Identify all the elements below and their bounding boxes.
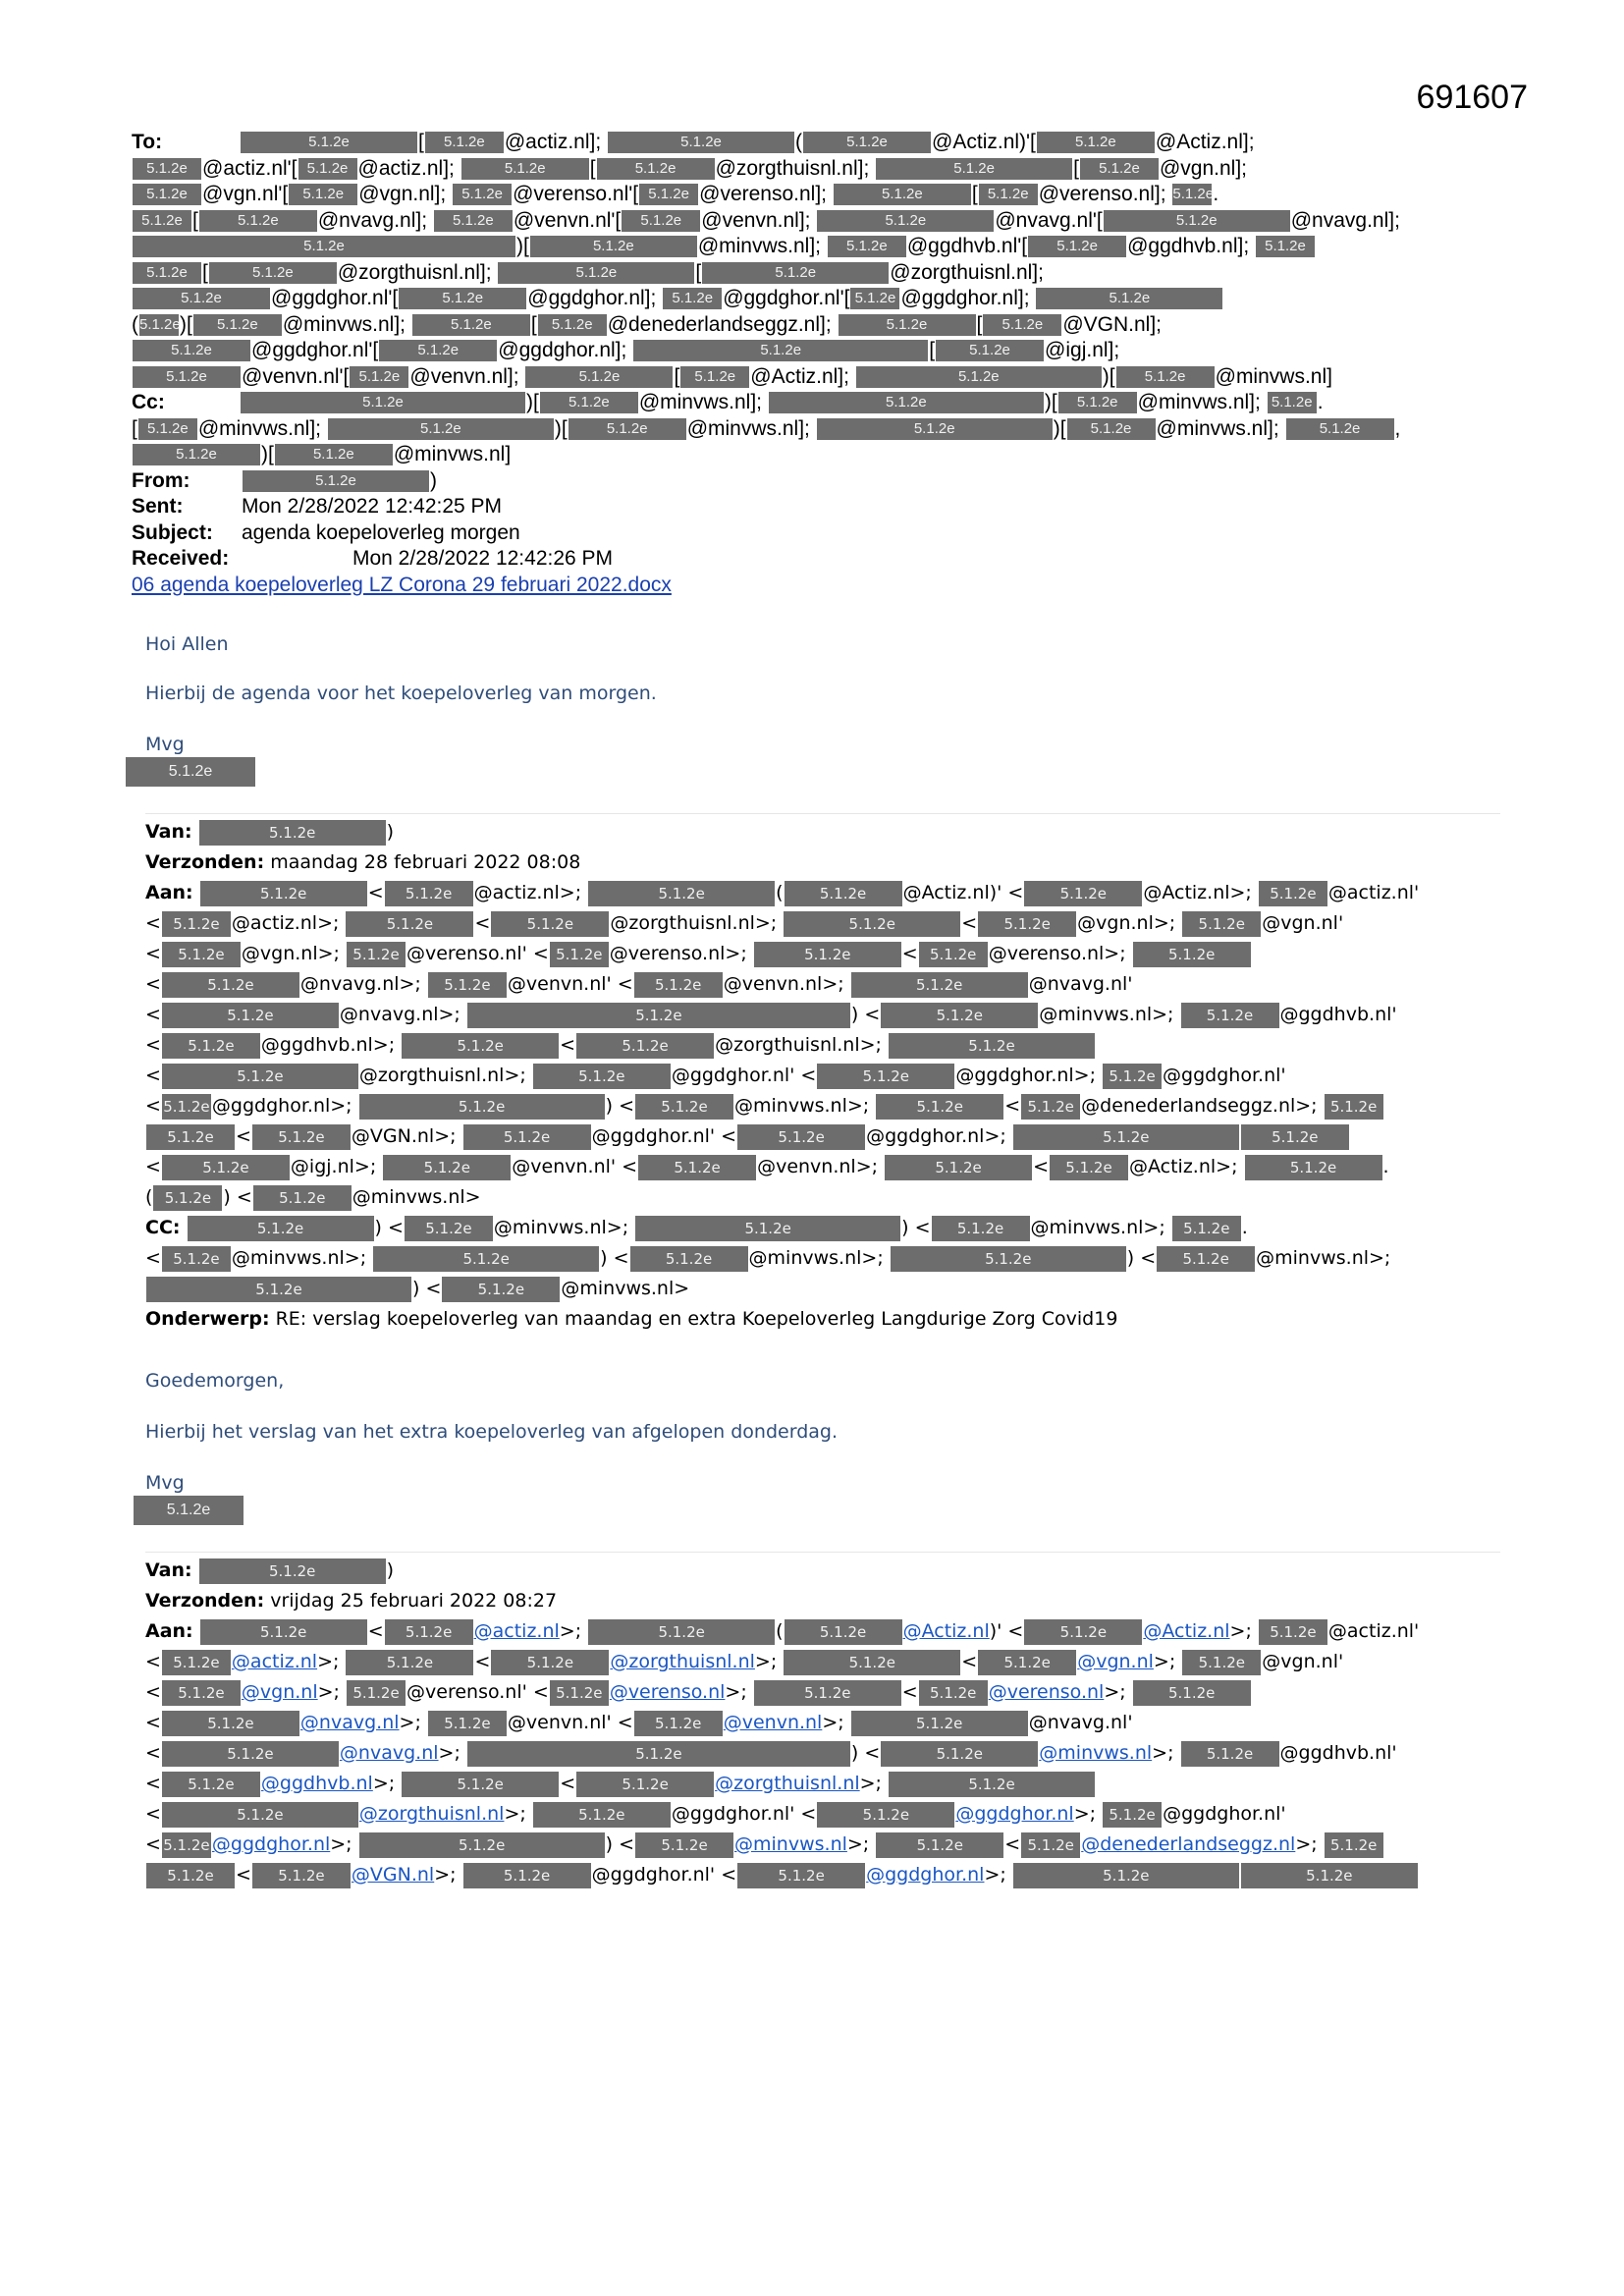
to-label: To: bbox=[132, 131, 163, 153]
redaction: 5.1.2e bbox=[153, 1185, 222, 1211]
subject-value: agenda koepeloverleg morgen bbox=[242, 520, 520, 544]
redaction: 5.1.2e bbox=[1241, 1863, 1418, 1888]
sent-value: Mon 2/28/2022 12:42:25 PM bbox=[242, 495, 503, 518]
message2-text: Hierbij het verslag van het extra koepeloverleg van afgelopen donderdag. bbox=[145, 1421, 838, 1443]
redaction: 5.1.2e bbox=[784, 911, 960, 937]
header-line: Van: 5.1.2e ) bbox=[145, 817, 1520, 847]
redaction: 5.1.2e bbox=[428, 972, 507, 998]
email-link[interactable]: @denederlandseggz.nl bbox=[1081, 1833, 1296, 1855]
redaction: 5.1.2e bbox=[979, 184, 1038, 205]
redaction: 5.1.2e bbox=[576, 1772, 714, 1797]
redaction: 5.1.2e bbox=[881, 1003, 1038, 1028]
redaction: 5.1.2e bbox=[133, 236, 515, 257]
header-line: < 5.1.2e @nvavg.nl>; 5.1.2e ) < 5.1.2e @minvws.nl>; 5.1.2e @ggdhvb.nl' bbox=[145, 1738, 1520, 1769]
redaction: 5.1.2e bbox=[680, 366, 749, 388]
header-line: < 5.1.2e @actiz.nl>; 5.1.2e < 5.1.2e @zorgthuisnl.nl>; 5.1.2e < 5.1.2e @vgn.nl>; 5.1.2e @vgn.nl' bbox=[145, 1647, 1520, 1677]
email-link[interactable]: @Actiz.nl bbox=[1143, 1620, 1230, 1642]
redaction: 5.1.2e bbox=[889, 1033, 1095, 1059]
header-line: Aan: 5.1.2e < 5.1.2e @actiz.nl>; 5.1.2e ( 5.1.2e @Actiz.nl)' < 5.1.2e @Actiz.nl>; 5.1.2e @actiz.nl' bbox=[145, 1616, 1520, 1647]
redaction: 5.1.2e bbox=[634, 972, 723, 998]
received-value: Mon 2/28/2022 12:42:26 PM bbox=[352, 547, 614, 570]
redaction: 5.1.2e bbox=[350, 366, 408, 388]
header-line bbox=[145, 847, 1520, 878]
redaction: 5.1.2e bbox=[538, 314, 607, 336]
redaction: 5.1.2e bbox=[298, 158, 357, 180]
redaction: 5.1.2e bbox=[834, 184, 971, 205]
redaction: 5.1.2e bbox=[193, 314, 282, 336]
redaction: 5.1.2e bbox=[463, 1124, 591, 1150]
email-link[interactable]: @zorgthuisnl.nl bbox=[610, 1651, 755, 1672]
redaction: 5.1.2e bbox=[630, 1246, 748, 1272]
redaction: 5.1.2e bbox=[597, 158, 715, 180]
redaction: 5.1.2e bbox=[891, 1246, 1126, 1272]
redaction: 5.1.2e bbox=[1172, 184, 1212, 205]
redaction: 5.1.2e bbox=[769, 392, 1044, 413]
redaction: 5.1.2e bbox=[133, 366, 241, 388]
email-link[interactable]: @ggdghor.nl bbox=[955, 1803, 1074, 1825]
redaction: 5.1.2e bbox=[379, 340, 497, 361]
redaction: 5.1.2e bbox=[467, 1741, 850, 1767]
redaction: 5.1.2e bbox=[737, 1124, 865, 1150]
redaction: 5.1.2e bbox=[638, 1155, 756, 1180]
redaction: 5.1.2e bbox=[1037, 132, 1155, 153]
redaction: 5.1.2e bbox=[1241, 1124, 1349, 1150]
redaction: 5.1.2e bbox=[1013, 1124, 1239, 1150]
redaction: 5.1.2e bbox=[978, 1650, 1076, 1675]
redaction: 5.1.2e bbox=[241, 392, 525, 413]
header-line: [ 5.1.2e @minvws.nl]; 5.1.2e )[ 5.1.2e @minvws.nl]; 5.1.2e )[ 5.1.2e @minvws.nl]; 5.1.2e , bbox=[132, 416, 1401, 440]
redaction: 5.1.2e bbox=[162, 911, 231, 937]
redaction: 5.1.2e bbox=[139, 314, 179, 336]
redaction: 5.1.2e bbox=[359, 1094, 605, 1120]
header-line: < 5.1.2e @minvws.nl>; 5.1.2e ) < 5.1.2e @minvws.nl>; 5.1.2e ) < 5.1.2e @minvws.nl>; bbox=[145, 1243, 1520, 1274]
redaction: 5.1.2e bbox=[133, 184, 201, 205]
redaction: 5.1.2e bbox=[328, 418, 554, 440]
redaction: 5.1.2e bbox=[162, 1003, 339, 1028]
redaction: 5.1.2e bbox=[162, 1155, 290, 1180]
redaction: 5.1.2e bbox=[162, 1094, 211, 1120]
header-line: 5.1.2e < 5.1.2e @VGN.nl>; 5.1.2e @ggdghor.nl' < 5.1.2e @ggdghor.nl>; 5.1.2e 5.1.2e bbox=[145, 1860, 1520, 1890]
redaction: 5.1.2e bbox=[162, 972, 299, 998]
redaction: 5.1.2e bbox=[275, 444, 393, 465]
redaction: 5.1.2e bbox=[851, 972, 1028, 998]
redaction: 5.1.2e bbox=[588, 881, 775, 906]
redaction: 5.1.2e bbox=[188, 1216, 374, 1241]
redaction: 5.1.2e bbox=[737, 1863, 865, 1888]
redaction: 5.1.2e bbox=[533, 1064, 671, 1089]
header-line: < 5.1.2e @vgn.nl>; 5.1.2e @verenso.nl' < 5.1.2e @verenso.nl>; 5.1.2e < 5.1.2e @verenso.nl>; 5.1.2e bbox=[145, 939, 1520, 969]
redaction: 5.1.2e bbox=[876, 1832, 1003, 1858]
redaction: 5.1.2e bbox=[1245, 1155, 1382, 1180]
redaction: 5.1.2e bbox=[785, 1619, 902, 1645]
redaction: 5.1.2e bbox=[635, 1832, 733, 1858]
email-link[interactable]: @vgn.nl bbox=[1077, 1651, 1154, 1672]
redaction: 5.1.2e bbox=[162, 1802, 358, 1828]
cc-label: CC: bbox=[145, 1217, 181, 1238]
header-line bbox=[132, 494, 1506, 520]
redaction: 5.1.2e bbox=[919, 942, 988, 967]
redaction: 5.1.2e bbox=[346, 911, 473, 937]
aan-label: Aan: bbox=[145, 882, 193, 903]
redaction: 5.1.2e bbox=[146, 1277, 411, 1302]
redaction: 5.1.2e bbox=[1182, 911, 1261, 937]
redaction: 5.1.2e bbox=[1172, 1216, 1241, 1241]
header-line: 5.1.2e )[ 5.1.2e @minvws.nl] bbox=[132, 442, 1506, 468]
redaction: 5.1.2e bbox=[200, 881, 367, 906]
header-line: < 5.1.2e @igj.nl>; 5.1.2e @venvn.nl' < 5.1.2e @venvn.nl>; 5.1.2e < 5.1.2e @Actiz.nl>; 5.1.2e . bbox=[145, 1152, 1520, 1182]
redaction: 5.1.2e bbox=[498, 262, 694, 284]
redaction: 5.1.2e bbox=[162, 1772, 260, 1797]
redaction: 5.1.2e bbox=[162, 1711, 299, 1736]
header-line bbox=[145, 1586, 1520, 1616]
verzonden-label: Verzonden: bbox=[145, 1590, 265, 1612]
email-link[interactable]: @nvavg.nl bbox=[339, 1742, 439, 1764]
header-line: < 5.1.2e @actiz.nl>; 5.1.2e < 5.1.2e @zorgthuisnl.nl>; 5.1.2e < 5.1.2e @vgn.nl>; 5.1.2e @vgn.nl' bbox=[145, 908, 1520, 939]
header-line: 5.1.2e @vgn.nl'[ 5.1.2e @vgn.nl]; 5.1.2e @verenso.nl'[ 5.1.2e @verenso.nl]; 5.1.2e [ 5.1.2e @verenso.nl]; 5.1.2e. bbox=[132, 182, 1506, 208]
redaction: 5.1.2e bbox=[876, 1094, 1003, 1120]
message1-text: Hierbij de agenda voor het koepeloverleg van morgen. bbox=[145, 683, 657, 704]
signature-redaction: 5.1.2e bbox=[126, 757, 255, 787]
header-line: 5.1.2e [ 5.1.2e @zorgthuisnl.nl]; 5.1.2e [ 5.1.2e @zorgthuisnl.nl]; bbox=[132, 260, 1506, 287]
redaction: 5.1.2e bbox=[399, 288, 526, 309]
redaction: 5.1.2e bbox=[133, 158, 201, 180]
header-line: < 5.1.2e @nvavg.nl>; 5.1.2e ) < 5.1.2e @minvws.nl>; 5.1.2e @ggdhvb.nl' bbox=[145, 1000, 1520, 1030]
message1-greeting: Hoi Allen bbox=[145, 633, 229, 655]
redaction: 5.1.2e bbox=[162, 1832, 211, 1858]
header-line: CC: 5.1.2e ) < 5.1.2e @minvws.nl>; 5.1.2e ) < 5.1.2e @minvws.nl>; 5.1.2e . bbox=[145, 1213, 1520, 1243]
redaction: 5.1.2e bbox=[162, 1246, 231, 1272]
redaction: 5.1.2e bbox=[138, 418, 197, 440]
email-link[interactable]: @ggdhvb.nl bbox=[260, 1773, 373, 1794]
redaction: 5.1.2e bbox=[983, 314, 1061, 336]
redaction: 5.1.2e bbox=[576, 1033, 714, 1059]
redaction: 5.1.2e bbox=[385, 1619, 473, 1645]
redaction: 5.1.2e bbox=[1058, 392, 1137, 413]
redaction: 5.1.2e bbox=[1133, 942, 1251, 967]
email-link[interactable]: @zorgthuisnl.nl bbox=[358, 1803, 505, 1825]
redaction: 5.1.2e bbox=[622, 210, 700, 232]
redaction: 5.1.2e bbox=[467, 1003, 850, 1028]
message2-header bbox=[145, 817, 1520, 1335]
header-line: 5.1.2e @ggdghor.nl'[ 5.1.2e @ggdghor.nl]; 5.1.2e [ 5.1.2e @igj.nl]; bbox=[132, 338, 1506, 364]
redaction: 5.1.2e bbox=[803, 132, 931, 153]
redaction: 5.1.2e bbox=[1021, 1094, 1080, 1120]
redaction: 5.1.2e bbox=[881, 1741, 1038, 1767]
redaction: 5.1.2e bbox=[359, 1832, 605, 1858]
redaction: 5.1.2e bbox=[133, 210, 191, 232]
cc-label: Cc: bbox=[132, 391, 165, 413]
redaction: 5.1.2e bbox=[936, 340, 1044, 361]
subject-label: Subject: bbox=[132, 520, 213, 544]
sent-label: Sent: bbox=[132, 495, 184, 518]
redaction: 5.1.2e bbox=[817, 210, 994, 232]
redaction: 5.1.2e bbox=[428, 1711, 507, 1736]
redaction: 5.1.2e bbox=[491, 911, 609, 937]
redaction: 5.1.2e bbox=[162, 942, 241, 967]
redaction: 5.1.2e bbox=[1021, 1832, 1080, 1858]
redaction: 5.1.2e bbox=[540, 392, 638, 413]
email-link[interactable]: @minvws.nl bbox=[734, 1833, 847, 1855]
header-line: < 5.1.2e @vgn.nl>; 5.1.2e @verenso.nl' < 5.1.2e @verenso.nl>; 5.1.2e < 5.1.2e @verenso.nl>; 5.1.2e bbox=[145, 1677, 1520, 1708]
email-link[interactable]: @minvws.nl bbox=[1039, 1742, 1153, 1764]
header-line: 5.1.2e < 5.1.2e @VGN.nl>; 5.1.2e @ggdghor.nl' < 5.1.2e @ggdghor.nl>; 5.1.2e 5.1.2e bbox=[145, 1121, 1520, 1152]
redaction: 5.1.2e bbox=[385, 881, 473, 906]
redaction: 5.1.2e bbox=[851, 1711, 1028, 1736]
header-line: 5.1.2e [ 5.1.2e @nvavg.nl]; 5.1.2e @venvn.nl'[ 5.1.2e @venvn.nl]; 5.1.2e @nvavg.nl'[ 5.1.2e @nvavg.nl]; bbox=[132, 208, 1506, 235]
header-line bbox=[145, 1304, 1520, 1335]
redaction: 5.1.2e bbox=[754, 1680, 901, 1706]
redaction: 5.1.2e bbox=[1182, 1650, 1261, 1675]
email-link[interactable]: @verenso.nl bbox=[609, 1681, 726, 1703]
header-line: 5.1.2e @ggdghor.nl'[ 5.1.2e @ggdghor.nl]; 5.1.2e @ggdghor.nl'[ 5.1.2e @ggdghor.nl]; 5.1.2e bbox=[132, 286, 1506, 312]
redaction: 5.1.2e bbox=[885, 1155, 1032, 1180]
header-line: < 5.1.2e @ggdhvb.nl>; 5.1.2e < 5.1.2e @zorgthuisnl.nl>; 5.1.2e bbox=[145, 1030, 1520, 1061]
redaction: 5.1.2e bbox=[1256, 236, 1315, 257]
redaction: 5.1.2e bbox=[347, 1680, 406, 1706]
redaction: 5.1.2e bbox=[453, 184, 512, 205]
redaction: 5.1.2e bbox=[1181, 1741, 1279, 1767]
redaction: 5.1.2e bbox=[876, 158, 1072, 180]
redaction: 5.1.2e bbox=[1024, 1619, 1142, 1645]
redaction: 5.1.2e bbox=[373, 1246, 599, 1272]
onderwerp-label: Onderwerp: bbox=[145, 1308, 270, 1330]
redaction: 5.1.2e bbox=[346, 1650, 473, 1675]
redaction: 5.1.2e bbox=[133, 444, 260, 465]
redaction: 5.1.2e bbox=[1024, 881, 1142, 906]
onderwerp-value: RE: verslag koepeloverleg van maandag en extra Koepeloverleg Langdurige Zorg Covid19 bbox=[275, 1308, 1118, 1330]
redaction: 5.1.2e bbox=[243, 470, 429, 492]
redaction: 5.1.2e bbox=[383, 1155, 511, 1180]
redaction: 5.1.2e bbox=[199, 1558, 386, 1584]
redaction: 5.1.2e bbox=[162, 1064, 358, 1089]
redaction: 5.1.2e bbox=[1080, 158, 1159, 180]
redaction: 5.1.2e bbox=[1067, 418, 1156, 440]
redaction: 5.1.2e bbox=[241, 132, 417, 153]
redaction: 5.1.2e bbox=[162, 1680, 241, 1706]
redaction: 5.1.2e bbox=[461, 158, 589, 180]
header-line: (5.1.2e)[ 5.1.2e @minvws.nl]; 5.1.2e [ 5.1.2e @denederlandseggz.nl]; 5.1.2e [ 5.1.2e @VGN.nl]; bbox=[132, 312, 1163, 336]
redaction: 5.1.2e bbox=[199, 210, 317, 232]
redaction: 5.1.2e bbox=[1103, 1802, 1162, 1828]
redaction: 5.1.2e bbox=[252, 1863, 351, 1888]
redaction: 5.1.2e bbox=[425, 132, 504, 153]
redaction: 5.1.2e bbox=[442, 1277, 560, 1302]
message1-closing: Mvg bbox=[145, 734, 185, 755]
redaction: 5.1.2e bbox=[588, 1619, 775, 1645]
header-line: 5.1.2e )[ 5.1.2e @minvws.nl]; 5.1.2e @ggdhvb.nl'[ 5.1.2e @ggdhvb.nl]; 5.1.2e bbox=[132, 234, 1506, 260]
message2-greeting: Goedemorgen, bbox=[145, 1370, 285, 1392]
header-line: Cc: 5.1.2e )[ 5.1.2e @minvws.nl]; 5.1.2e )[ 5.1.2e @minvws.nl]; 5.1.2e . bbox=[132, 390, 1506, 416]
header-line: < 5.1.2e @zorgthuisnl.nl>; 5.1.2e @ggdghor.nl' < 5.1.2e @ggdghor.nl>; 5.1.2e @ggdghor.nl' bbox=[145, 1061, 1520, 1091]
redaction: 5.1.2e bbox=[828, 236, 906, 257]
header-line: < 5.1.2e @nvavg.nl>; 5.1.2e @venvn.nl' < 5.1.2e @venvn.nl>; 5.1.2e @nvavg.nl' bbox=[145, 1708, 1520, 1738]
email-link[interactable]: @nvavg.nl bbox=[299, 1712, 400, 1733]
redaction: 5.1.2e bbox=[347, 942, 406, 967]
header-line: < 5.1.2e @ggdghor.nl>; 5.1.2e ) < 5.1.2e @minvws.nl>; 5.1.2e < 5.1.2e @denederlandseggz.nl>; 5.1.2e bbox=[145, 1091, 1520, 1121]
separator bbox=[145, 1552, 1500, 1553]
redaction: 5.1.2e bbox=[133, 340, 250, 361]
redaction: 5.1.2e bbox=[133, 288, 270, 309]
redaction: 5.1.2e bbox=[839, 314, 976, 336]
email-link[interactable]: @venvn.nl bbox=[723, 1712, 823, 1733]
redaction: 5.1.2e bbox=[784, 1650, 960, 1675]
email-link[interactable]: @actiz.nl bbox=[473, 1620, 560, 1642]
attachment-link[interactable]: 06 agenda koepeloverleg LZ Corona 29 februari 2022.docx bbox=[132, 573, 672, 596]
redaction: 5.1.2e bbox=[402, 1772, 559, 1797]
header-line: To: 5.1.2e [ 5.1.2e @actiz.nl]; 5.1.2e ( 5.1.2e @Actiz.nl)'[ 5.1.2e @Actiz.nl]; bbox=[132, 130, 1506, 156]
message2-closing: Mvg bbox=[145, 1472, 185, 1494]
redaction: 5.1.2e bbox=[817, 418, 1053, 440]
email-link[interactable]: @VGN.nl bbox=[351, 1864, 435, 1886]
email-link[interactable]: @ggdghor.nl bbox=[866, 1864, 985, 1886]
redaction: 5.1.2e bbox=[1157, 1246, 1255, 1272]
received-label: Received: bbox=[132, 547, 230, 570]
email-link[interactable]: @zorgthuisnl.nl bbox=[715, 1773, 860, 1794]
redaction: 5.1.2e bbox=[533, 1802, 671, 1828]
redaction: 5.1.2e bbox=[633, 340, 928, 361]
redaction: 5.1.2e bbox=[550, 1680, 609, 1706]
redaction: 5.1.2e bbox=[1133, 1680, 1251, 1706]
email-link[interactable]: @vgn.nl bbox=[241, 1681, 318, 1703]
redaction: 5.1.2e bbox=[412, 314, 530, 336]
header-line bbox=[132, 573, 1506, 599]
signature-redaction: 5.1.2e bbox=[134, 1496, 244, 1525]
redaction: 5.1.2e bbox=[978, 911, 1076, 937]
redaction: 5.1.2e bbox=[146, 1863, 235, 1888]
redaction: 5.1.2e bbox=[525, 366, 673, 388]
verzonden-value: vrijdag 25 februari 2022 08:27 bbox=[270, 1590, 558, 1612]
header-line: < 5.1.2e @ggdhvb.nl>; 5.1.2e < 5.1.2e @zorgthuisnl.nl>; 5.1.2e bbox=[145, 1769, 1520, 1799]
redaction: 5.1.2e bbox=[1103, 1064, 1162, 1089]
header-line: 5.1.2e @venvn.nl'[ 5.1.2e @venvn.nl]; 5.1.2e [ 5.1.2e @Actiz.nl]; 5.1.2e )[ 5.1.2e @minvws.nl] bbox=[132, 364, 1506, 391]
message3-header bbox=[145, 1556, 1520, 1890]
redaction: 5.1.2e bbox=[530, 236, 697, 257]
redaction: 5.1.2e bbox=[817, 1802, 954, 1828]
header-line: < 5.1.2e @nvavg.nl>; 5.1.2e @venvn.nl' < 5.1.2e @venvn.nl>; 5.1.2e @nvavg.nl' bbox=[145, 969, 1520, 1000]
redaction: 5.1.2e bbox=[491, 1650, 609, 1675]
redaction: 5.1.2e bbox=[1325, 1094, 1383, 1120]
header-line: < 5.1.2e @ggdghor.nl>; 5.1.2e ) < 5.1.2e @minvws.nl>; 5.1.2e < 5.1.2e @denederlandseggz.nl>; 5.1.2e bbox=[145, 1830, 1520, 1860]
header-line: ( 5.1.2e ) < 5.1.2e @minvws.nl> bbox=[145, 1182, 1520, 1213]
email-link[interactable]: @actiz.nl bbox=[231, 1651, 318, 1672]
van-label: Van: bbox=[145, 821, 192, 843]
email-link[interactable]: @ggdghor.nl bbox=[211, 1833, 331, 1855]
redaction: 5.1.2e bbox=[1050, 1155, 1128, 1180]
redaction: 5.1.2e bbox=[785, 881, 902, 906]
redaction: 5.1.2e bbox=[133, 262, 201, 284]
email-link[interactable]: @Actiz.nl bbox=[902, 1620, 990, 1642]
verzonden-label: Verzonden: bbox=[145, 851, 265, 873]
header-line: Van: 5.1.2e ) bbox=[145, 1556, 1520, 1586]
aan-label: Aan: bbox=[145, 1620, 193, 1642]
redaction: 5.1.2e bbox=[1013, 1863, 1239, 1888]
redaction: 5.1.2e bbox=[635, 1216, 900, 1241]
verzonden-value: maandag 28 februari 2022 08:08 bbox=[270, 851, 581, 873]
redaction: 5.1.2e bbox=[635, 1094, 733, 1120]
document-id: 691607 bbox=[1416, 79, 1528, 116]
redaction: 5.1.2e bbox=[434, 210, 513, 232]
redaction: 5.1.2e bbox=[634, 1711, 723, 1736]
redaction: 5.1.2e bbox=[1268, 392, 1317, 413]
redaction: 5.1.2e bbox=[1259, 881, 1327, 906]
redaction: 5.1.2e bbox=[463, 1863, 591, 1888]
redaction: 5.1.2e bbox=[639, 184, 698, 205]
redaction: 5.1.2e bbox=[1028, 236, 1126, 257]
redaction: 5.1.2e bbox=[919, 1680, 988, 1706]
email-header bbox=[132, 130, 1506, 598]
redaction: 5.1.2e bbox=[162, 1033, 260, 1059]
redaction: 5.1.2e bbox=[850, 288, 899, 309]
redaction: 5.1.2e bbox=[1036, 288, 1222, 309]
header-line: < 5.1.2e @zorgthuisnl.nl>; 5.1.2e @ggdghor.nl' < 5.1.2e @ggdghor.nl>; 5.1.2e @ggdghor.nl' bbox=[145, 1799, 1520, 1830]
separator bbox=[145, 813, 1500, 814]
redaction: 5.1.2e bbox=[856, 366, 1102, 388]
redaction: 5.1.2e bbox=[1286, 418, 1394, 440]
redaction: 5.1.2e bbox=[568, 418, 686, 440]
redaction: 5.1.2e bbox=[1259, 1619, 1327, 1645]
redaction: 5.1.2e bbox=[289, 184, 357, 205]
redaction: 5.1.2e bbox=[932, 1216, 1030, 1241]
redaction: 5.1.2e bbox=[1116, 366, 1215, 388]
redaction: 5.1.2e bbox=[200, 1619, 367, 1645]
header-line: 5.1.2e @actiz.nl'[ 5.1.2e @actiz.nl]; 5.1.2e [ 5.1.2e @zorgthuisnl.nl]; 5.1.2e [ 5.1.2e @vgn.nl]; bbox=[132, 156, 1506, 183]
redaction: 5.1.2e bbox=[702, 262, 889, 284]
redaction: 5.1.2e bbox=[405, 1216, 493, 1241]
email-link[interactable]: @verenso.nl bbox=[988, 1681, 1105, 1703]
header-line: Aan: 5.1.2e < 5.1.2e @actiz.nl>; 5.1.2e ( 5.1.2e @Actiz.nl)' < 5.1.2e @Actiz.nl>; 5.1.2e @actiz.nl' bbox=[145, 878, 1520, 908]
redaction: 5.1.2e bbox=[817, 1064, 954, 1089]
redaction: 5.1.2e bbox=[550, 942, 609, 967]
redaction: 5.1.2e bbox=[199, 820, 386, 846]
redaction: 5.1.2e bbox=[608, 132, 794, 153]
redaction: 5.1.2e bbox=[889, 1772, 1095, 1797]
header-line: 5.1.2e ) < 5.1.2e @minvws.nl> bbox=[145, 1274, 1520, 1304]
header-line bbox=[132, 546, 1506, 573]
redaction: 5.1.2e bbox=[252, 1124, 351, 1150]
van-label: Van: bbox=[145, 1559, 192, 1581]
redaction: 5.1.2e bbox=[1104, 210, 1290, 232]
from-label: From: bbox=[132, 468, 190, 492]
redaction: 5.1.2e bbox=[1325, 1832, 1383, 1858]
redaction: 5.1.2e bbox=[663, 288, 722, 309]
redaction: 5.1.2e bbox=[146, 1124, 235, 1150]
redaction: 5.1.2e bbox=[1181, 1003, 1279, 1028]
redaction: 5.1.2e bbox=[253, 1185, 352, 1211]
redaction: 5.1.2e bbox=[162, 1650, 231, 1675]
header-line bbox=[132, 520, 1506, 547]
redaction: 5.1.2e bbox=[754, 942, 901, 967]
redaction: 5.1.2e bbox=[402, 1033, 559, 1059]
redaction: 5.1.2e bbox=[209, 262, 337, 284]
redaction: 5.1.2e bbox=[162, 1741, 339, 1767]
header-line: From: 5.1.2e ) bbox=[132, 468, 1506, 495]
